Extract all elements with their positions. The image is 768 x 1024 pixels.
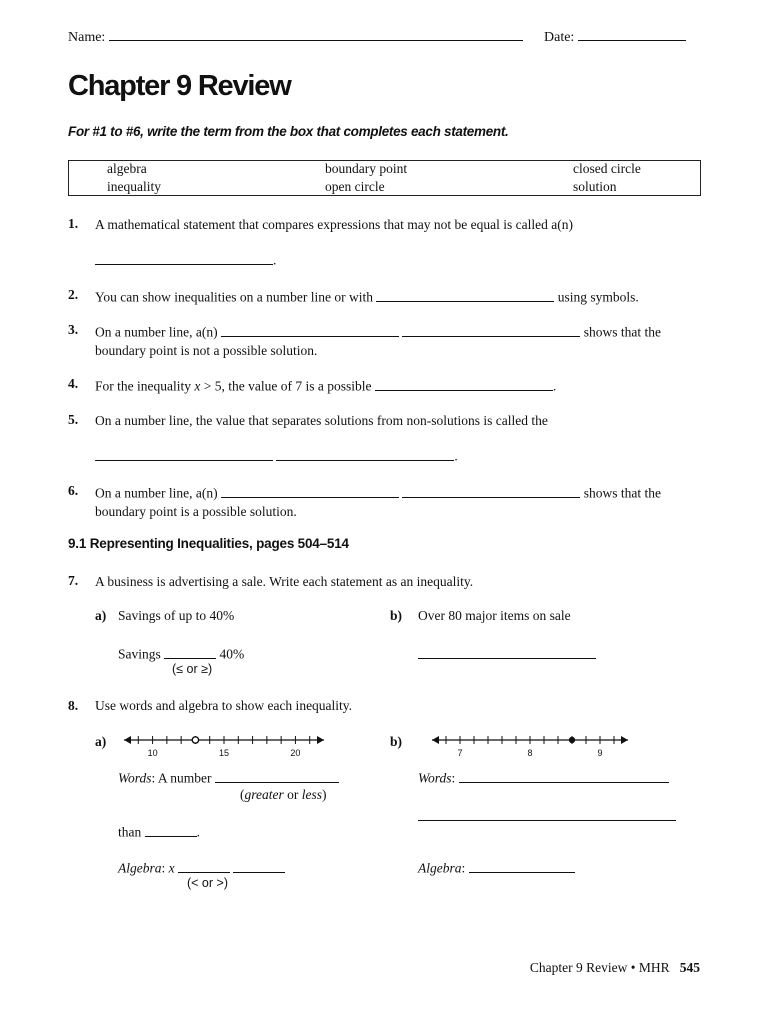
- nl-a-tick-label: 20: [290, 748, 301, 758]
- q8b-label: b): [390, 734, 403, 749]
- q2-text: [95, 287, 639, 307]
- q5-answer: .: [95, 446, 458, 466]
- page-number: 545: [679, 960, 700, 975]
- q8a-algebra-blank-2[interactable]: [233, 858, 285, 873]
- nl-b-tick-label: 7: [457, 748, 463, 758]
- q4-number: 4.: [68, 376, 79, 391]
- nl-b-arrow-left: [432, 736, 439, 744]
- q8a-than-blank[interactable]: [145, 822, 197, 837]
- q5-number: 5.: [68, 412, 79, 427]
- q5-text: On a number line, the value that separates solutions from non-solutions is called the: [95, 413, 548, 428]
- term-open-circle: open circle: [325, 179, 385, 194]
- q3-blank-2[interactable]: [402, 322, 580, 337]
- q2-number: 2.: [68, 287, 79, 302]
- q8a-than-label: than: [118, 824, 142, 840]
- footer-bullet: •: [630, 960, 636, 975]
- date-field[interactable]: [544, 26, 686, 46]
- q7a-text: Savings of up to 40%: [118, 608, 235, 623]
- q6-text-after: shows that the: [583, 485, 661, 501]
- q1-blank[interactable]: [95, 250, 273, 265]
- nl-b-tick-label: 8: [527, 748, 533, 758]
- term-inequality: inequality: [107, 179, 161, 194]
- q6-text-before: On a number line, a(n): [95, 485, 218, 501]
- q8a-label: a): [95, 734, 107, 749]
- q6-text: [95, 483, 661, 521]
- q3-text-before: On a number line, a(n): [95, 324, 218, 340]
- name-field[interactable]: [68, 26, 523, 46]
- q1-answer: .: [95, 250, 276, 270]
- q8a-a-number: A number: [157, 770, 212, 786]
- q3-text-line2: boundary point is not a possible solution.: [95, 342, 318, 358]
- q7a-savings-label: Savings: [118, 646, 161, 662]
- term-solution: solution: [573, 179, 617, 194]
- q8a-algebra: Algebra: x: [118, 858, 285, 877]
- q8a-algebra-hint: (< or >): [187, 876, 228, 890]
- term-closed-circle: closed circle: [573, 161, 641, 176]
- q3-text: [95, 322, 661, 360]
- q8b-algebra: Algebra:: [418, 858, 575, 877]
- q8-number: 8.: [68, 698, 79, 713]
- q8a-than: than .: [118, 822, 200, 841]
- q7b-blank[interactable]: [418, 644, 596, 659]
- q1-text: A mathematical statement that compares expressions that may not be equal is called a(n): [95, 217, 573, 232]
- q8b-words-blank-2[interactable]: [418, 806, 676, 821]
- q7b-text: Over 80 major items on sale: [418, 608, 571, 623]
- q3-number: 3.: [68, 322, 79, 337]
- q4-text: For the inequality x > 5, the value of 7 is a possible .: [95, 376, 556, 396]
- q4-variable: x: [194, 378, 201, 394]
- q8a-algebra-label: Algebra: [118, 860, 162, 876]
- number-line-b: [424, 730, 636, 758]
- q4-text-before: For the inequality: [95, 378, 191, 394]
- q8b-algebra-blank[interactable]: [469, 858, 575, 873]
- q7a-blank[interactable]: [164, 644, 216, 659]
- page-title: Chapter 9 Review: [68, 70, 291, 102]
- q7a-percent: 40%: [219, 646, 245, 662]
- term-boundary-point: boundary point: [325, 161, 408, 176]
- nl-a-arrow-right: [317, 736, 324, 744]
- q7-number: 7.: [68, 573, 79, 588]
- nl-a-arrow-left: [124, 736, 131, 744]
- page-footer: [530, 960, 700, 976]
- q8a-words-label: Words: [118, 770, 152, 786]
- q8b-words-line2: [418, 806, 676, 825]
- q7a-hint: (≤ or ≥): [172, 662, 213, 676]
- q8a-words-blank[interactable]: [215, 768, 339, 783]
- nl-b-tick-label: 9: [597, 748, 603, 758]
- word-box: [68, 160, 701, 196]
- footer-publisher: MHR: [638, 960, 670, 975]
- q7-text: A business is advertising a sale. Write each statement as an inequality.: [95, 574, 474, 589]
- q2-text-before: You can show inequalities on a number line or with: [95, 289, 373, 305]
- nl-b-arrow-right: [621, 736, 628, 744]
- q1-number: 1.: [68, 216, 79, 231]
- q8a-algebra-var: x: [168, 860, 175, 876]
- q8a-algebra-blank-1[interactable]: [178, 858, 230, 873]
- nl-a-tick-label: 15: [218, 748, 230, 758]
- section-heading: 9.1 Representing Inequalities, pages 504–514: [68, 536, 349, 551]
- q4-text-mid: > 5, the value of 7 is a possible: [203, 378, 372, 394]
- q7b-label: b): [390, 608, 403, 623]
- q8b-words: Words:: [418, 768, 669, 787]
- hint-or: or: [287, 787, 299, 802]
- q6-text-line2: boundary point is a possible solution.: [95, 503, 297, 519]
- name-label: Name:: [68, 30, 106, 45]
- q2-text-after: using symbols.: [557, 289, 639, 305]
- q2-blank[interactable]: [376, 287, 554, 302]
- date-blank[interactable]: [578, 26, 686, 41]
- instructions: For #1 to #6, write the term from the box that completes each statement.: [68, 124, 509, 139]
- q7b-answer: [418, 644, 596, 663]
- date-label: Date:: [544, 30, 575, 45]
- footer-chapter: Chapter 9 Review: [529, 960, 628, 975]
- nl-a-open-circle: [192, 737, 198, 743]
- q5-blank-1[interactable]: [95, 446, 273, 461]
- term-algebra: algebra: [107, 161, 147, 176]
- q8-text: Use words and algebra to show each inequality.: [95, 698, 353, 713]
- q6-number: 6.: [68, 483, 79, 498]
- hint-less: less: [301, 787, 322, 802]
- q5-blank-2[interactable]: [276, 446, 454, 461]
- q8a-words: Words: A number: [118, 768, 339, 787]
- q6-blank-1[interactable]: [221, 483, 399, 498]
- q8b-words-blank-1[interactable]: [459, 768, 669, 783]
- q8b-words-label: Words: [418, 770, 452, 786]
- q3-text-after: shows that the: [583, 324, 661, 340]
- q4-blank[interactable]: [375, 376, 553, 391]
- name-blank[interactable]: [109, 26, 523, 41]
- hint-greater: greater: [244, 787, 284, 802]
- q8b-algebra-label: Algebra: [418, 860, 462, 876]
- q7a-label: a): [95, 608, 107, 623]
- number-line-a: [116, 730, 332, 758]
- q8a-words-hint: (greater or less): [240, 787, 327, 802]
- nl-a-tick-label: 10: [147, 748, 158, 758]
- q7a-answer: [118, 644, 244, 663]
- nl-b-closed-circle: [569, 737, 575, 743]
- q6-blank-2[interactable]: [402, 483, 580, 498]
- q3-blank-1[interactable]: [221, 322, 399, 337]
